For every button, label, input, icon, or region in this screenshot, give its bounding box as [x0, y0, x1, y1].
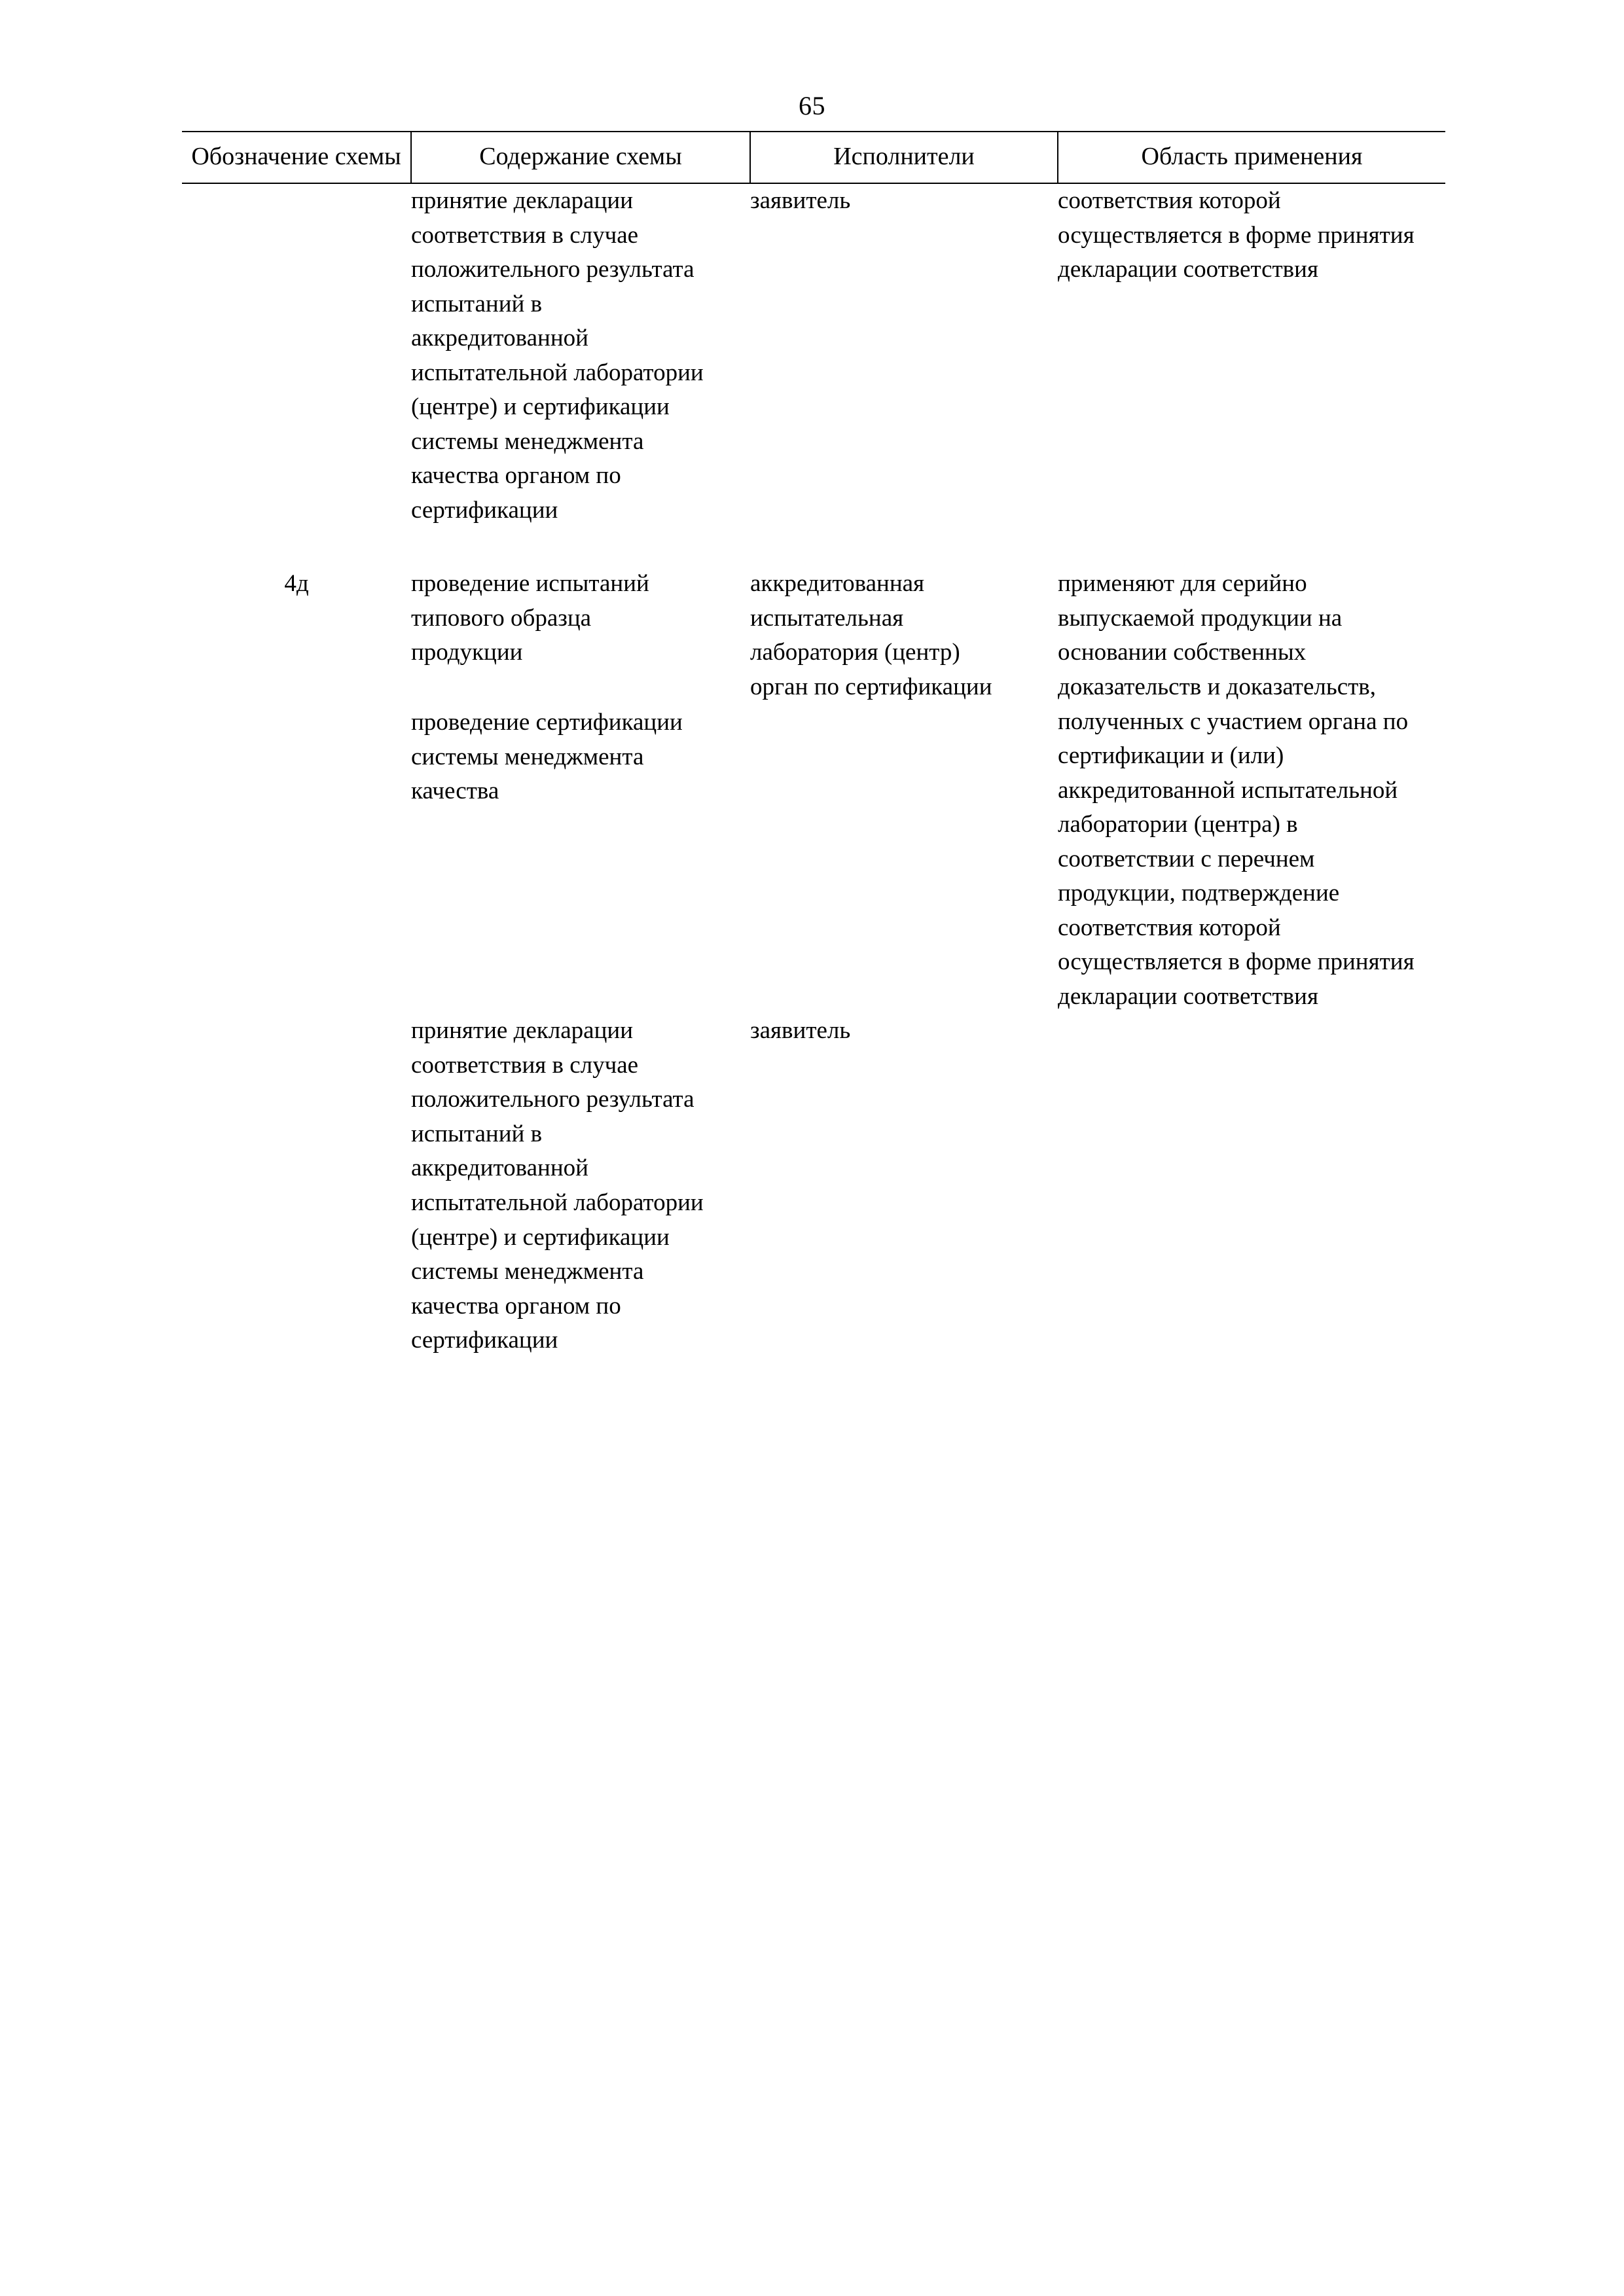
schemes-table: [182, 131, 1445, 1358]
content-paragraph: проведение сертификации системы менеджмента качества: [411, 709, 683, 805]
column-header-scheme: Обозначение схемы: [182, 132, 411, 183]
cell-content: [411, 183, 750, 528]
application-paragraph: применяют для серийно выпускаемой продукции на основании собственных доказательств и доказательств, полученных с участием органа по сертификации и (или) аккредитованной испытательной лаборатории (центра) в соответствии с перечнем продукции, подтверждение соответствия которой осуществляется в форме принятия декларации соответствия: [1058, 570, 1415, 1010]
cell-performers: [750, 183, 1058, 528]
cell-scheme: 4д: [284, 570, 309, 598]
cell-scheme: [182, 183, 411, 528]
spacer-cell: [182, 528, 1445, 567]
row-spacer: [182, 528, 1445, 567]
performer-paragraph: орган по сертификации: [750, 673, 992, 701]
performer-paragraph: аккредитованная испытательная лаборатория (центр): [750, 570, 960, 666]
cell-performers: [750, 567, 1058, 1014]
application-paragraph: соответствия которой осуществляется в форме принятия декларации соответствия: [1058, 187, 1415, 283]
table-row: [182, 1014, 1445, 1357]
page-number: 65: [799, 91, 825, 120]
column-header-application: Область применения: [1058, 132, 1445, 183]
table-row: [182, 183, 1445, 528]
content-paragraph: проведение испытаний типового образца продукции: [411, 570, 649, 666]
table-row: [182, 567, 1445, 1014]
column-header-performers: Исполнители: [750, 132, 1058, 183]
cell-application: [1058, 1014, 1445, 1357]
column-header-content: Содержание схемы: [411, 132, 750, 183]
cell-application: [1058, 183, 1445, 528]
paragraph-gap: [411, 670, 750, 706]
cell-application: [1058, 567, 1445, 1014]
performer-paragraph: заявитель: [750, 187, 851, 215]
table-header-row: [182, 132, 1445, 183]
performer-paragraph: заявитель: [750, 1017, 851, 1045]
cell-performers: [750, 1014, 1058, 1357]
content-paragraph: принятие декларации соответствия в случае положительного результата испытаний в аккредитованной испытательной лаборатории (центре) и сертификации системы менеджмента качества органом по сертификации: [411, 1017, 704, 1354]
cell-scheme: [182, 1014, 411, 1357]
cell-content: [411, 567, 750, 1014]
cell-content: [411, 1014, 750, 1357]
content-paragraph: принятие декларации соответствия в случае положительного результата испытаний в аккредитованной испытательной лаборатории (центре) и сертификации системы менеджмента качества органом по сертификации: [411, 187, 704, 524]
